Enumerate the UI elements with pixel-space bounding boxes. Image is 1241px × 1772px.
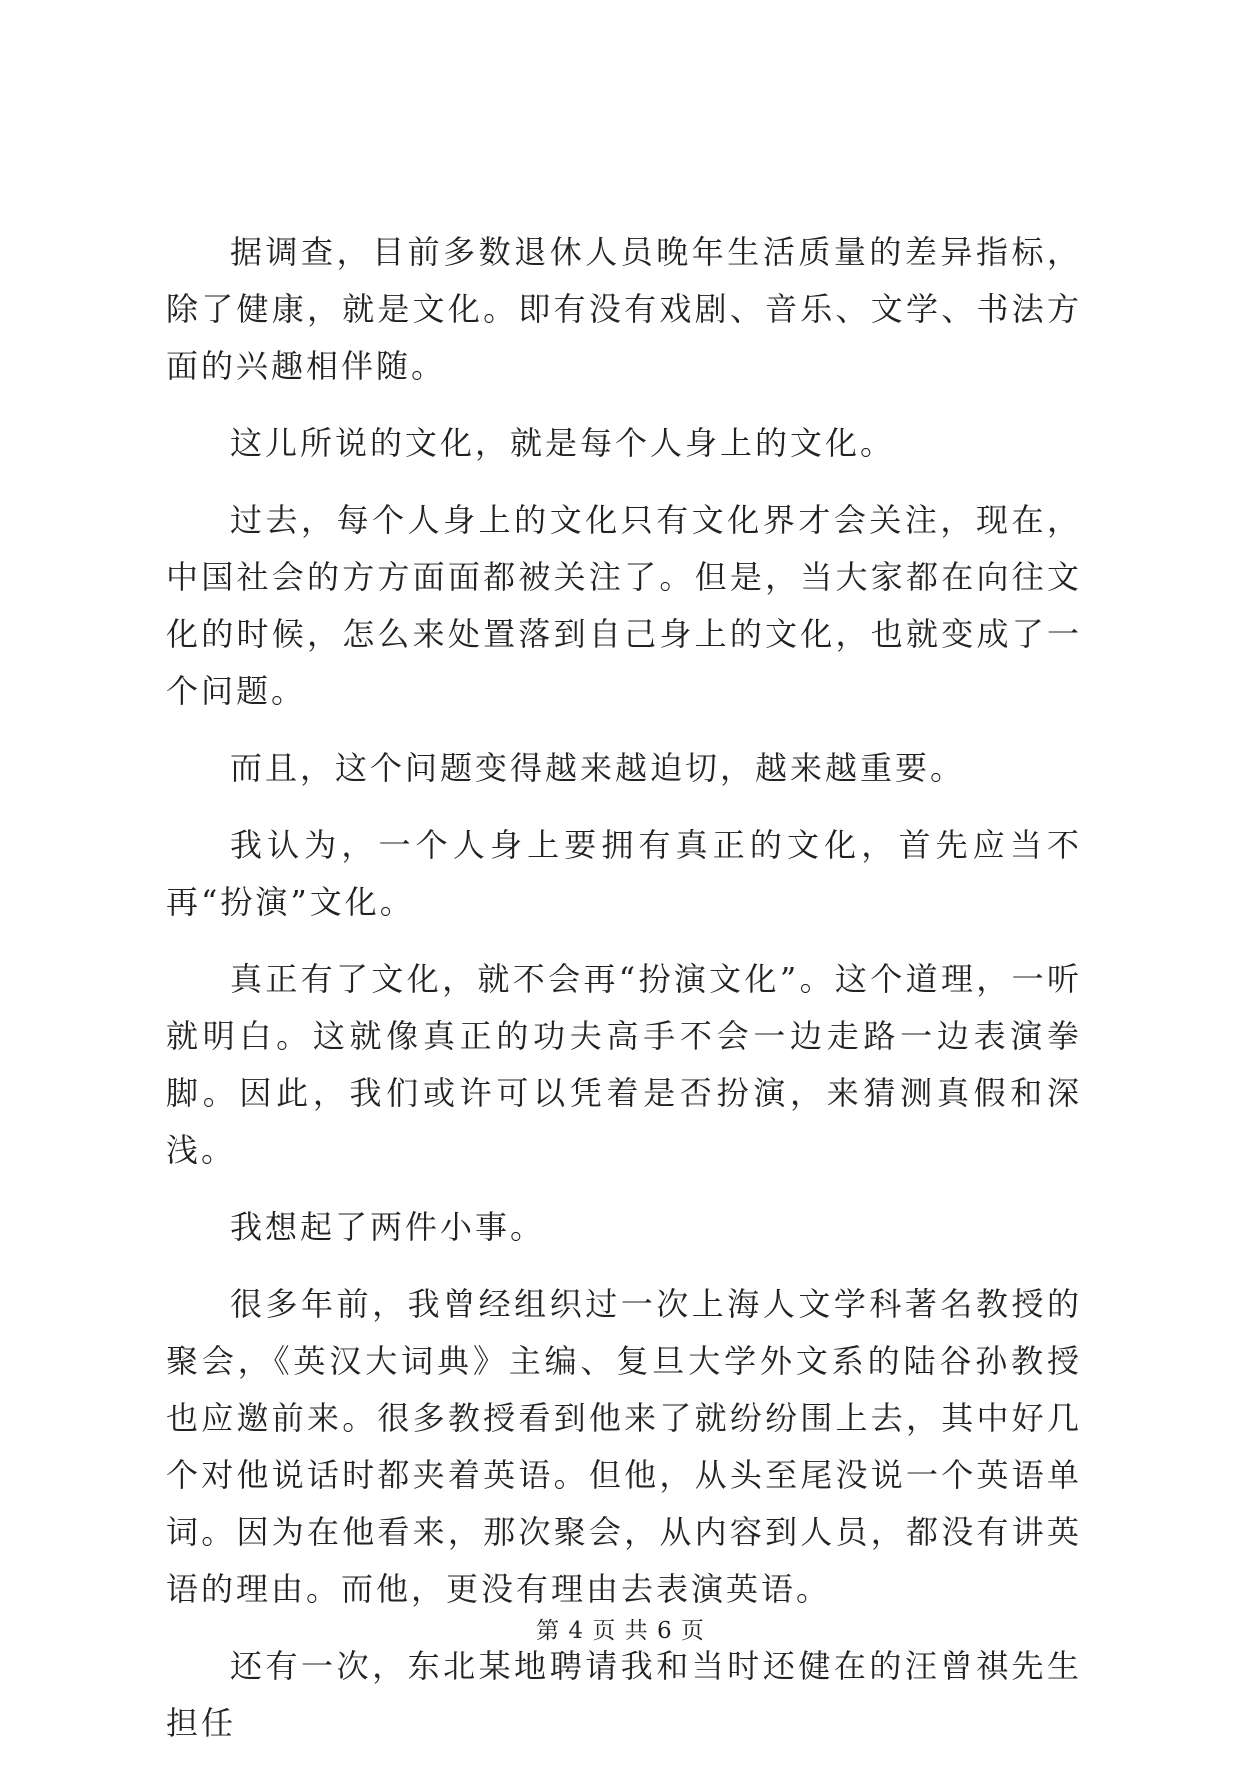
paragraph: 据调查，目前多数退休人员晚年生活质量的差异指标，除了健康，就是文化。即有没有戏剧、音乐、文学、书法方面的兴趣相伴随。 [166,233,1082,385]
paragraph: 真正有了文化，就不会再“扮演文化”。这个道理，一听就明白。这就像真正的功夫高手不会一边走路一边表演拳脚。因此，我们或许可以凭着是否扮演，来猜测真假和深浅。 [166,960,1082,1169]
paragraph: 这儿所说的文化，就是每个人身上的文化。 [230,424,896,462]
page-footer [0,1612,1241,1645]
paragraph: 而且，这个问题变得越来越迫切，越来越重要。 [230,749,966,787]
paragraph: 很多年前，我曾经组织过一次上海人文学科著名教授的聚会，《英汉大词典》主编、复旦大学外文系的陆谷孙教授也应邀前来。很多教授看到他来了就纷纷围上去，其中好几个对他说话时都夹着英语。但他，从头至尾没说一个英语单词。因为在他看来，那次聚会，从内容到人员，都没有讲英语的理由。而他，更没有理由去表演英语。 [166,1285,1082,1608]
body-text [166,224,1082,1772]
paragraph: 我想起了两件小事。 [230,1208,546,1246]
page-number: 第 4 页 共 6 页 [536,1618,705,1644]
paragraph: 过去，每个人身上的文化只有文化界才会关注，现在，中国社会的方方面面都被关注了。但是，当大家都在向往文化的时候，怎么来处置落到自己身上的文化，也就变成了一个问题。 [166,501,1082,710]
paragraph: 我认为，一个人身上要拥有真正的文化，首先应当不再“扮演”文化。 [166,826,1082,921]
paragraph: 还有一次，东北某地聘请我和当时还健在的汪曾祺先生担任 [166,1647,1082,1742]
